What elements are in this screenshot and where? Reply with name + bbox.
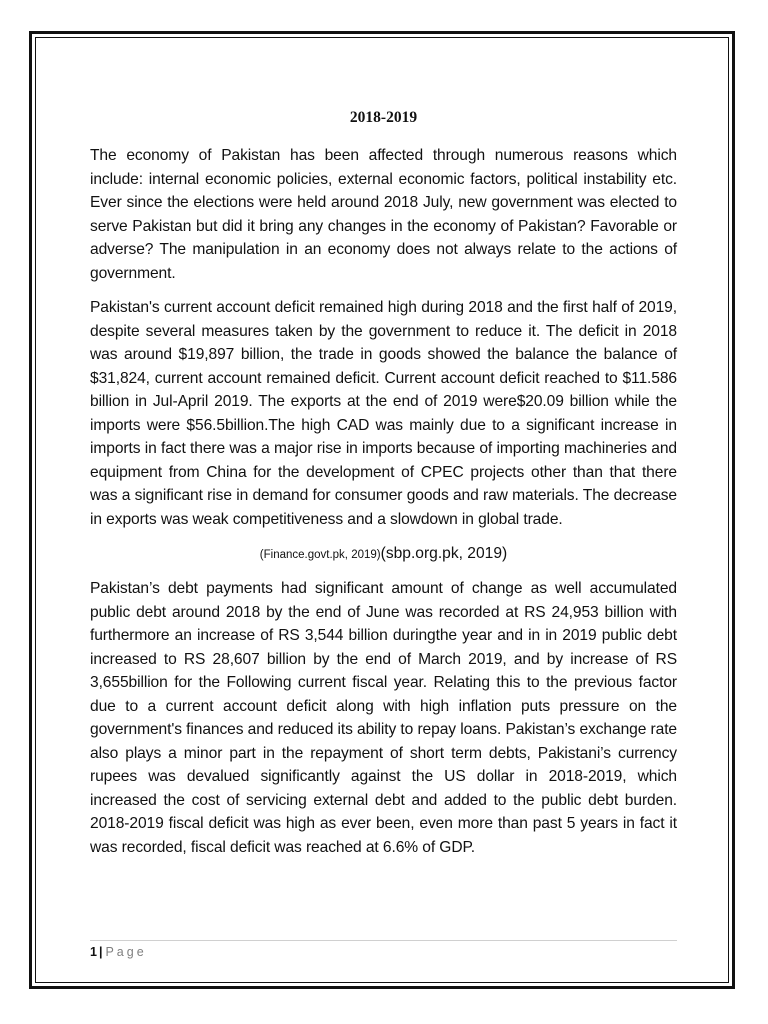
paragraph-current-account: Pakistan's current account deficit remained high during 2018 and the first half of 2019, despite several measures taken by the government to reduce it. The deficit in 2018 was around $19,897 billion, the trade in goods showed the balance the balance of $31,824, current account remained deficit. Current account deficit reached to $11.586 billion in Jul-April 2019. The exports at the end of 2019 were$20.09 billion while the imports were $56.5billion.The high CAD was mainly due to a significant increase in imports in fact there was a major rise in imports because of importing machineries and equipment from China for the development of CPEC projects other than that there was a significant rise in demand for consumer goods and raw materials. The decrease in exports was weak competitiveness and a slowdown in global trade.: [90, 299, 677, 528]
document-heading: 2018-2019: [349, 109, 418, 126]
paragraph-public-debt: Pakistan’s debt payments had significant amount of change as well accumulated public debt around 2018 by the end of June was recorded at RS 24,953 billion with furthermore an increase of RS 3,544 billion duringthe year and in in 2019 public debt increased to RS 28,607 billion by the end of March 2019, and by increase of RS 3,655billion for the Following current fiscal year. Relating this to the previous factor due to a current account deficit along with high inflation puts pressure on the government's finances and reduced its ability to repay loans. Pakistan’s exchange rate also plays a minor part in the repayment of short term debts, Pakistani’s currency rupees was devalued significantly against the US dollar in 2018-2019, which increased the cost of servicing external debt and added to the public debt burden. 2018-2019 fiscal deficit was high as ever been, even more than past 5 years in fact it was recorded, fiscal deficit was reached at 6.6% of GDP.: [90, 580, 678, 856]
footer-separator: |: [98, 945, 103, 959]
citation-finance: (Finance.govt.pk, 2019): [259, 549, 381, 561]
document-body: [90, 106, 677, 870]
footer-divider: [90, 940, 677, 941]
page-number: 1: [90, 945, 97, 959]
citation-line: [90, 542, 677, 567]
page-footer: [90, 943, 147, 961]
citation-sbp: (sbp.org.pk, 2019): [380, 545, 508, 562]
paragraph-economy-overview: The economy of Pakistan has been affected through numerous reasons which include: internal economic policies, external economic factors, political instability etc. Ever since the elections were held around 2018 July, new government was elected to serve Pakistan but did it bring any changes in the economy of Pakistan? Favorable or adverse? The manipulation in an economy does not always relate to the actions of government.: [90, 147, 677, 282]
page-label: Page: [105, 945, 147, 959]
